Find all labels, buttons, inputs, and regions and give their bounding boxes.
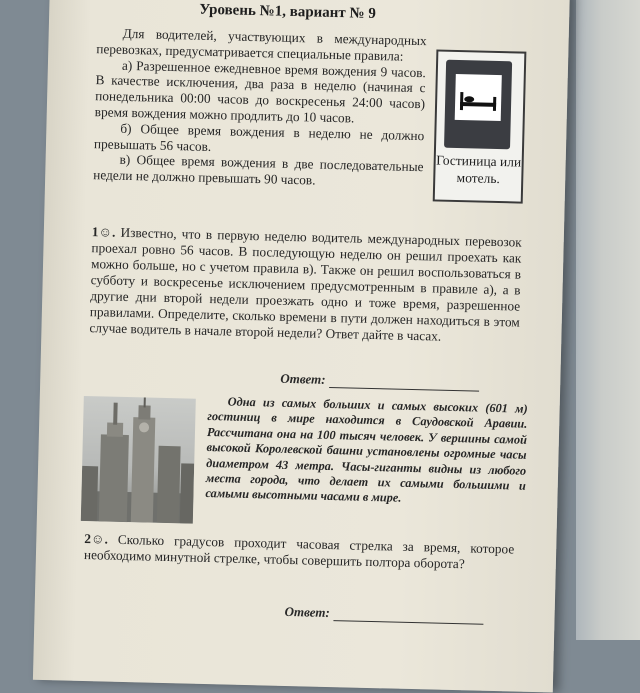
- task-2-answer-label: Ответ:: [284, 603, 331, 621]
- task-2-number: 2☺.: [84, 531, 109, 547]
- book-page-edge: [576, 0, 640, 640]
- task-1-answer: [280, 371, 480, 392]
- sign-blue-panel: [444, 60, 512, 150]
- rule-c: в) Общее время вождения в две последовательные недели не должно превышать 90 часов.: [93, 152, 424, 188]
- rule-b: б) Общее время вождения в неделю не должно превышать 56 часов.: [93, 120, 425, 154]
- hotel-bed-icon: [455, 74, 502, 121]
- rules-column: [93, 25, 427, 191]
- sign-label: Гостиница или мотель.: [436, 152, 522, 187]
- rule-a: а) Разрешенное ежедневное время вождения 9 часов. В качестве исключения, два раза в неделю (начиная с понедельника 00:00 часов до воскресенья 24:00 часов) время вождения можно продлить до 10 часов.: [94, 57, 427, 126]
- task-2-text: Сколько градусов проходит часовая стрелка за время, которое необходимо минутной стрелке, чтобы совершить полтора оборота?: [83, 531, 515, 572]
- task-1-text: Известно, что в первую неделю водитель международных перевозок проехал ровно 56 часов. В последующую неделю он решил проехать как можно больше, но с учетом правила в). Также он решил воспользоваться в субботу и воскресенье исключением предусмотренным в правиле а), а в другие дни второй недели проезжать одно и тоже время, разрешенное правилами. Определите, сколько времени в пути должен находиться в этом случае водитель в начале второй недели? Ответ дайте в часах.: [89, 224, 522, 344]
- task-1-answer-label: Ответ:: [280, 370, 326, 387]
- task-2-answer: [284, 604, 484, 625]
- book-page: [33, 0, 570, 692]
- rules-intro: Для водителей, участвующих в международных перевозках, предусматривается специальные правила:: [96, 25, 427, 64]
- task-2: [84, 531, 515, 573]
- task-1: [89, 224, 522, 346]
- page-header: Уровень №1, вариант № 9: [199, 1, 377, 22]
- sign-white-square: [455, 74, 502, 121]
- task-2-answer-field[interactable]: [334, 620, 484, 625]
- tower-photo: [81, 396, 196, 524]
- task-1-answer-field[interactable]: [329, 387, 479, 392]
- task-1-number: 1☺.: [91, 224, 116, 240]
- hotel-info-text: Одна из самых больших и самых высоких (601 м) гостиниц в мире находится в Саудовской Аравии. Рассчитана она на 100 тысяч человек. У вершины самой высокой Королевской башни установлены огромные часы диаметром 43 метра. Часы-гиганты видны из любого места города, что делает их самыми большими и самыми высотными часами в мире.: [205, 394, 528, 506]
- clock-tower-image: [81, 396, 196, 524]
- hotel-road-sign: [433, 49, 527, 203]
